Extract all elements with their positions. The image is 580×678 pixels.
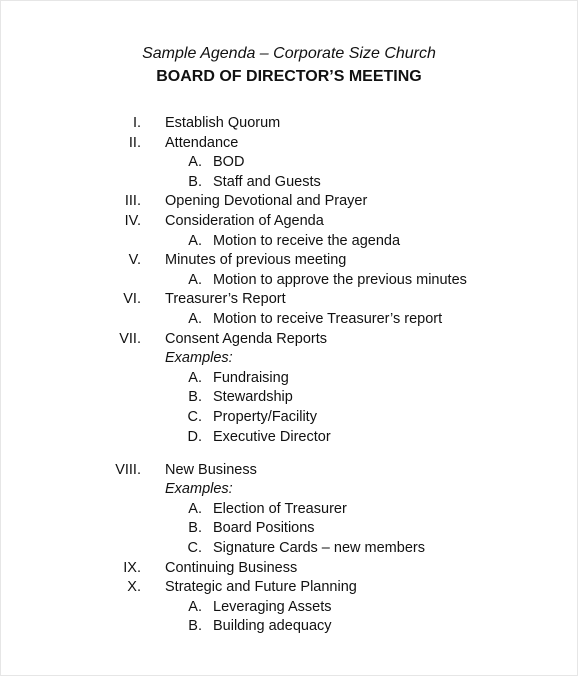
agenda-subitem <box>1 153 580 173</box>
agenda-item-number: VI. <box>123 291 141 308</box>
agenda-item-number: III. <box>124 193 141 210</box>
agenda-item-text: Consent Agenda Reports <box>165 330 328 347</box>
agenda-item-text: Board Positions <box>213 520 315 537</box>
agenda-item-number: VII. <box>119 330 141 347</box>
agenda-item-text: BOD <box>213 154 245 171</box>
agenda-subitem <box>1 519 580 539</box>
agenda-subitem <box>1 310 580 330</box>
agenda-subitem <box>1 388 580 408</box>
agenda-item-number: B. <box>188 389 202 406</box>
agenda-note <box>1 349 580 369</box>
agenda-subitem <box>1 408 580 428</box>
agenda-item-text: Building adequacy <box>213 618 332 635</box>
agenda-item-text: Property/Facility <box>213 408 317 425</box>
agenda-item-text: Signature Cards – new members <box>213 539 425 556</box>
agenda-item-text: Examples: <box>165 481 233 498</box>
document-title: BOARD OF DIRECTOR’S MEETING <box>156 68 422 85</box>
agenda-item-text: Motion to receive the agenda <box>213 232 401 249</box>
agenda-subitem <box>1 271 580 291</box>
agenda-item-number: D. <box>187 428 202 445</box>
agenda-item-number: B. <box>188 173 202 190</box>
agenda-item-text: Minutes of previous meeting <box>165 252 347 269</box>
agenda-item-text: Opening Devotional and Prayer <box>165 193 368 210</box>
agenda-item-number: A. <box>188 310 202 327</box>
agenda-item-number: C. <box>187 539 202 556</box>
agenda-list <box>1 114 580 637</box>
agenda-item <box>1 461 580 481</box>
agenda-item-text: Election of Treasurer <box>213 500 347 517</box>
agenda-item <box>1 559 580 579</box>
agenda-subitem <box>1 173 580 193</box>
agenda-item-number: A. <box>188 232 202 249</box>
agenda-item-text: Strategic and Future Planning <box>165 579 357 596</box>
agenda-item-number: A. <box>188 271 202 288</box>
agenda-item <box>1 251 580 271</box>
agenda-item-text: Establish Quorum <box>165 115 281 131</box>
agenda-item-number: IV. <box>124 212 141 229</box>
agenda-subitem <box>1 598 580 618</box>
agenda-note <box>1 480 580 500</box>
agenda-item-number: V. <box>128 252 141 269</box>
agenda-item-number: B. <box>188 618 202 635</box>
agenda-subitem <box>1 539 580 559</box>
agenda-item <box>1 212 580 232</box>
agenda-item-text: Motion to receive Treasurer’s report <box>213 310 443 327</box>
agenda-item <box>1 578 580 598</box>
agenda-subitem <box>1 232 580 252</box>
agenda-item-number: IX. <box>123 559 141 576</box>
agenda-item-text: Examples: <box>165 350 233 367</box>
agenda-item <box>1 290 580 310</box>
agenda-item-number: C. <box>187 408 202 425</box>
agenda-item-text: Executive Director <box>213 428 331 445</box>
agenda-item <box>1 134 580 154</box>
agenda-item-number: X. <box>127 579 141 596</box>
agenda-subitem <box>1 617 580 637</box>
agenda-item-number: I. <box>132 115 141 131</box>
agenda-subitem <box>1 500 580 520</box>
agenda-item-number: A. <box>188 598 202 615</box>
agenda-item <box>1 114 580 134</box>
agenda-item-text: Continuing Business <box>165 559 298 576</box>
agenda-item-number: A. <box>188 154 202 171</box>
agenda-item-number: VIII. <box>115 461 141 478</box>
agenda-item <box>1 330 580 350</box>
agenda-item-text: Fundraising <box>213 369 289 386</box>
agenda-item-text: Staff and Guests <box>213 173 321 190</box>
agenda-item-text: Attendance <box>165 134 239 151</box>
agenda-item-text: Leveraging Assets <box>213 598 332 615</box>
document-subtitle: Sample Agenda – Corporate Size Church <box>142 45 436 62</box>
agenda-item-number: A. <box>188 500 202 517</box>
agenda-item-number: B. <box>188 520 202 537</box>
agenda-item-number: II. <box>128 134 141 151</box>
agenda-item-text: Motion to approve the previous minutes <box>213 271 467 288</box>
agenda-item <box>1 192 580 212</box>
agenda-item-text: Stewardship <box>213 389 293 406</box>
agenda-item-number: A. <box>188 369 202 386</box>
agenda-item-text: New Business <box>165 461 257 478</box>
agenda-item-text: Consideration of Agenda <box>165 212 324 229</box>
agenda-item-text: Treasurer’s Report <box>165 291 286 308</box>
agenda-spacer <box>1 447 580 461</box>
agenda-subitem <box>1 428 580 448</box>
agenda-subitem <box>1 369 580 389</box>
